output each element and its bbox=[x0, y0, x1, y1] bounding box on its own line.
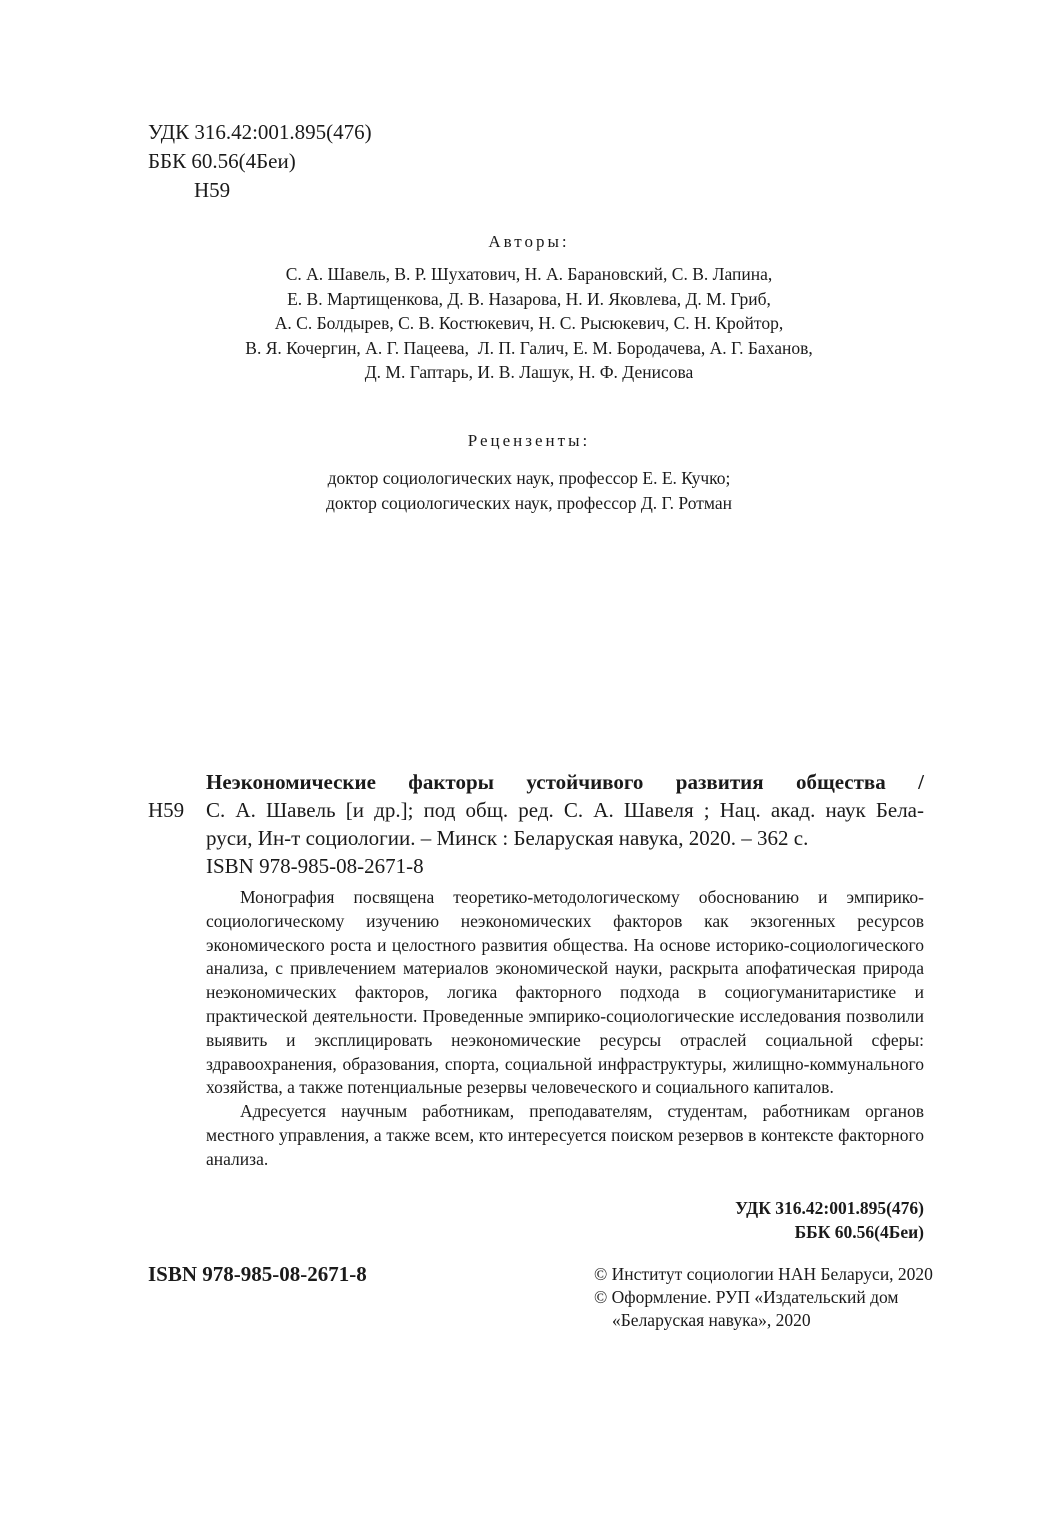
classification-block bbox=[148, 118, 372, 205]
authors-line: Д. М. Гаптарь, И. В. Лашук, Н. Ф. Денисова bbox=[364, 362, 694, 382]
author-mark: Н59 bbox=[194, 178, 231, 202]
abstract-paragraph: Адресуется научным работникам, преподавателям, студентам, работникам органов местного управления, а также всем, кто интересуется поиском резервов в контексте факторного анализа. bbox=[206, 1101, 924, 1169]
reviewers-list bbox=[0, 466, 1058, 515]
authors-line: В. Я. Кочергин, А. Г. Пацеева, Л. П. Галич, Е. М. Бородачева, А. Г. Баханов, bbox=[245, 337, 813, 358]
abstract bbox=[206, 886, 924, 1172]
copyright-institute: © Институт социологии НАН Беларуси, 2020 bbox=[594, 1264, 933, 1284]
authors-list bbox=[0, 262, 1058, 385]
record-author-mark: Н59 bbox=[148, 798, 185, 822]
record-responsibility: С. А. Шавель [и др.]; под общ. ред. С. А. Шавеля ; Нац. акад. наук Бела- bbox=[206, 798, 924, 822]
bibliographic-record bbox=[148, 768, 924, 880]
footer-isbn: ISBN 978-985-08-2671-8 bbox=[148, 1262, 367, 1286]
copyright-design: © Оформление. РУП «Издательский дом «Беларуская навука», 2020 bbox=[594, 1287, 899, 1330]
footer-udk: УДК 316.42:001.895(476) bbox=[735, 1198, 924, 1218]
book-title: Неэкономические факторы устойчивого развития общества / bbox=[206, 770, 924, 794]
reviewers-heading: Рецензенты: bbox=[467, 431, 591, 450]
authors-line: С. А. Шавель, В. Р. Шухатович, Н. А. Барановский, С. В. Лапина, bbox=[285, 264, 773, 284]
footer-classification bbox=[735, 1196, 924, 1244]
reviewer-line: доктор социологических наук, профессор Е. Е. Кучко; bbox=[327, 468, 731, 488]
record-publication: руси, Ин-т социологии. – Минск : Беларуская навука, 2020. – 362 с. bbox=[206, 826, 809, 850]
reviewer-line: доктор социологических наук, профессор Д. Г. Ротман bbox=[326, 492, 732, 513]
bbk-code: ББК 60.56(4Беи) bbox=[148, 149, 296, 173]
copyright-block bbox=[594, 1263, 934, 1332]
udk-code: УДК 316.42:001.895(476) bbox=[148, 120, 372, 144]
authors-heading: Авторы: bbox=[488, 232, 570, 251]
authors-line: Е. В. Мартищенкова, Д. В. Назарова, Н. И. Яковлева, Д. М. Гриб, bbox=[287, 288, 771, 309]
record-isbn: ISBN 978-985-08-2671-8 bbox=[206, 854, 424, 878]
authors-line: А. С. Болдырев, С. В. Костюкевич, Н. С. Рысюкевич, С. Н. Кройтор, bbox=[274, 313, 784, 333]
footer-bbk: ББК 60.56(4Беи) bbox=[794, 1222, 924, 1242]
abstract-paragraph: Монография посвящена теоретико-методологическому обоснованию и эмпирико-социологическому изучению неэкономических факторов как экзогенных ресурсов экономического роста и целостного развития общества. На основе историко-социологического анализа, с привлечением материалов экономической науки, раскрыта апофатическая природа неэкономических факторов, логика факторного подхода в социогуманитаристике и практической деятельности. Проведенные эмпирико-социологические исследования позволили выявить и эксплицировать неэкономические ресурсы отраслей социальной сферы: здравоохранения, образования, спорта, социальной инфраструктуры, жилищно-коммунального хозяйства, а также потенциальные резервы человеческого и социального капиталов. bbox=[206, 887, 924, 1098]
